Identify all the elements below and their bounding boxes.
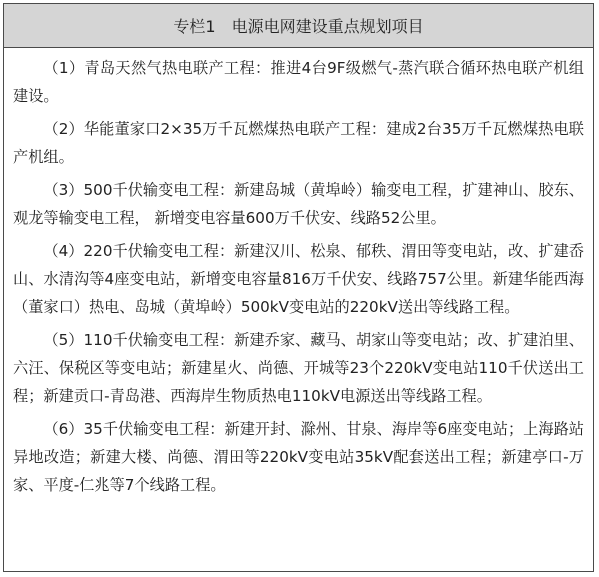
box-code: 专栏1 — [173, 17, 216, 36]
project-item-1: （1）青岛天然气热电联产工程：推进4台9F级燃气-蒸汽联合循环热电联产机组建设。 — [13, 59, 584, 105]
project-item-6: （6）35千伏输变电工程：新建开封、滁州、甘泉、海岸等6座变电站；上海路站异地改造；新建大楼、尚德、渭田等220kV变电站35kV配套送出工程；新建亭口-万家、平度-仁兆等7个线路工程。 — [13, 420, 584, 494]
project-item-3: （3）500千伏输变电工程：新建岛城（黄埠岭）输变电工程，扩建神山、胶东、观龙等输变电工程， 新增变电容量600万千伏安、线路52公里。 — [13, 181, 584, 227]
project-item-5: （5）110千伏输变电工程：新建乔家、藏马、胡家山等变电站；改、扩建泊里、六汪、保税区等变电站；新建星火、尚德、开城等23个220kV变电站110千伏送出工程；新建贡口-青岛港、西海岸生物质热电110kV电源送出等线路工程。 — [13, 331, 584, 405]
project-box — [3, 3, 594, 572]
project-item-2: （2）华能董家口2×35万千瓦燃煤热电联产工程：建成2台35万千瓦燃煤热电联产机组。 — [13, 120, 584, 166]
box-title: 电源电网建设重点规划项目 — [231, 17, 424, 36]
box-header — [4, 4, 593, 48]
project-item-4: （4）220千伏输变电工程：新建汉川、松泉、郁秩、渭田等变电站，改、扩建岙山、水清沟等4座变电站，新增变电容量816万千伏安、线路757公里。新建华能西海（董家口）热电、岛城（黄埠岭）500kV变电站的220kV送出等线路工程。 — [13, 242, 584, 316]
box-body — [4, 48, 593, 499]
